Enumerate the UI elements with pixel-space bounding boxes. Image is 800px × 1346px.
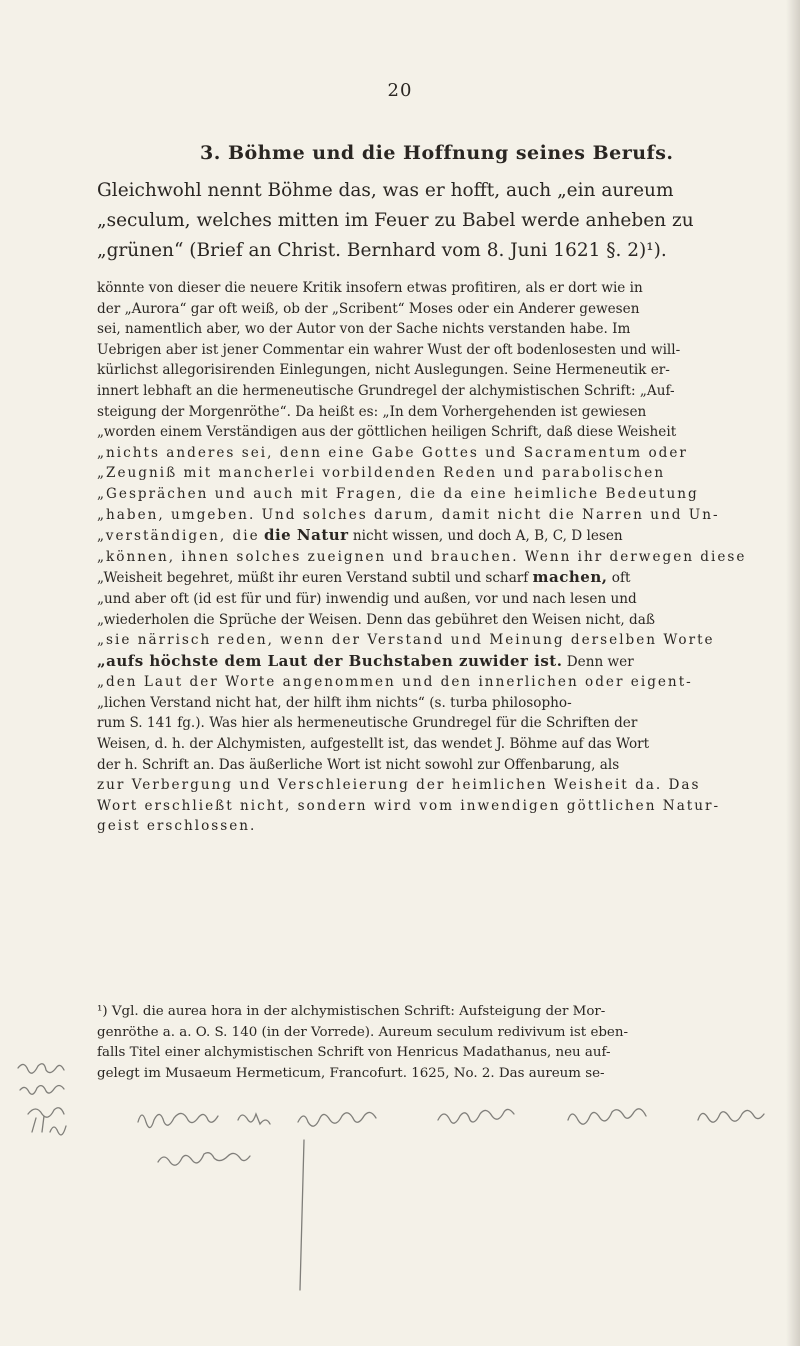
body-line: „und aber oft (id est für und für) inwendig und außen, vor und nach lesen und <box>97 590 637 607</box>
body-line: oft <box>611 570 631 587</box>
intro-line: „seculum, welches mitten im Feuer zu Babel werde anheben zu <box>97 210 694 231</box>
page-number: 20 <box>387 80 413 101</box>
footnote-line: gelegt im Musaeum Hermeticum, Francofurt. 1625, No. 2. Das aureum se- <box>97 1065 605 1081</box>
body-line: sei, namentlich aber, wo der Autor von der Sache nichts verstanden habe. Im <box>97 321 631 338</box>
intro-paragraph <box>97 176 759 266</box>
body-line: steigung der Morgenröthe“. Da heißt es: „In dem Vorhergehenden ist gewiesen <box>97 403 647 420</box>
body-line: der h. Schrift an. Das äußerliche Wort ist nicht sowohl zur Offenbarung, als <box>97 756 620 773</box>
body-line: „können, ihnen solches zueignen und brauchen. Wenn ihr derwegen diese <box>97 548 747 565</box>
body-line: „haben, umgeben. Und solches darum, damit nicht die Narren und Un- <box>97 506 720 523</box>
body-line: kürlichst allegorisirenden Einlegungen, nicht Auslegungen. Seine Hermeneutik er- <box>97 362 670 379</box>
body-line: Denn wer <box>566 653 634 670</box>
body-line: zur Verbergung und Verschleierung der heimlichen Weisheit da. Das <box>97 777 701 794</box>
body-line: rum S. 141 fg.). Was hier als hermeneutische Grundregel für die Schriften der <box>97 715 638 732</box>
emphasis-natur: die Natur <box>263 526 349 545</box>
emphasis-laut: „aufs höchste dem Laut der Buchstaben zuwider ist. <box>97 651 563 670</box>
body-line: „Weisheit begehret, müßt ihr euren Verstand subtil und scharf <box>97 570 529 587</box>
page-edge-shadow <box>786 0 800 1346</box>
body-paragraph <box>97 278 759 837</box>
intro-line: „grünen“ (Brief an Christ. Bernhard vom 8. Juni 1621 §. 2)¹). <box>97 240 667 261</box>
body-line: „Zeugniß mit mancherlei vorbildenden Reden und parabolischen <box>97 465 666 482</box>
emphasis-machen: machen, <box>532 568 608 587</box>
body-line: „nichts anderes sei, denn eine Gabe Gottes und Sacramentum oder <box>97 444 688 461</box>
section-heading: 3. Böhme und die Hoffnung seines Berufs. <box>200 142 674 164</box>
footnote-line: ¹) Vgl. die aurea hora in der alchymistischen Schrift: Aufsteigung der Mor- <box>97 1004 606 1019</box>
body-line: „den Laut der Worte angenommen und den innerlichen oder eigent- <box>97 674 693 691</box>
body-line: „sie närrisch reden, wenn der Verstand und Meinung derselben Worte <box>97 632 715 649</box>
body-line: Weisen, d. h. der Alchymisten, aufgestellt ist, das wendet J. Böhme auf das Wort <box>97 736 650 753</box>
footnote-line: falls Titel einer alchymistischen Schrift von Henricus Madathanus, neu auf- <box>97 1045 611 1060</box>
intro-line: Gleichwohl nennt Böhme das, was er hofft, auch „ein aureum <box>97 180 674 201</box>
body-line: der „Aurora“ gar oft weiß, ob der „Scribent“ Moses oder ein Anderer gewesen <box>97 300 640 317</box>
pencil-scribble-icon <box>8 1062 798 1292</box>
body-line: könnte von dieser die neuere Kritik insofern etwas profitiren, als er dort wie in <box>97 280 643 296</box>
body-line: Uebrigen aber ist jener Commentar ein wahrer Wust der oft bodenlosesten und will- <box>97 341 681 358</box>
body-line: nicht wissen, und doch A, B, C, D lesen <box>352 528 623 545</box>
footnote-line: genröthe a. a. O. S. 140 (in der Vorrede). Aureum seculum redivivum ist eben- <box>97 1024 629 1040</box>
body-line: geist erschlossen. <box>97 818 257 835</box>
body-line: „lichen Verstand nicht hat, der hilft ihm nichts“ (s. turba philosopho- <box>97 694 572 711</box>
body-line: „Gesprächen und auch mit Fragen, die da eine heimliche Bedeutung <box>97 485 699 502</box>
body-line: „worden einem Verständigen aus der göttlichen heiligen Schrift, daß diese Weisheit <box>97 424 677 441</box>
body-line: „verständigen, die <box>97 528 260 545</box>
body-line: innert lebhaft an die hermeneutische Grundregel der alchymistischen Schrift: „Auf- <box>97 382 675 399</box>
body-line: „wiederholen die Sprüche der Weisen. Denn das gebühret den Weisen nicht, daß <box>97 611 655 628</box>
body-line: Wort erschließt nicht, sondern wird vom inwendigen göttlichen Natur- <box>97 797 721 814</box>
